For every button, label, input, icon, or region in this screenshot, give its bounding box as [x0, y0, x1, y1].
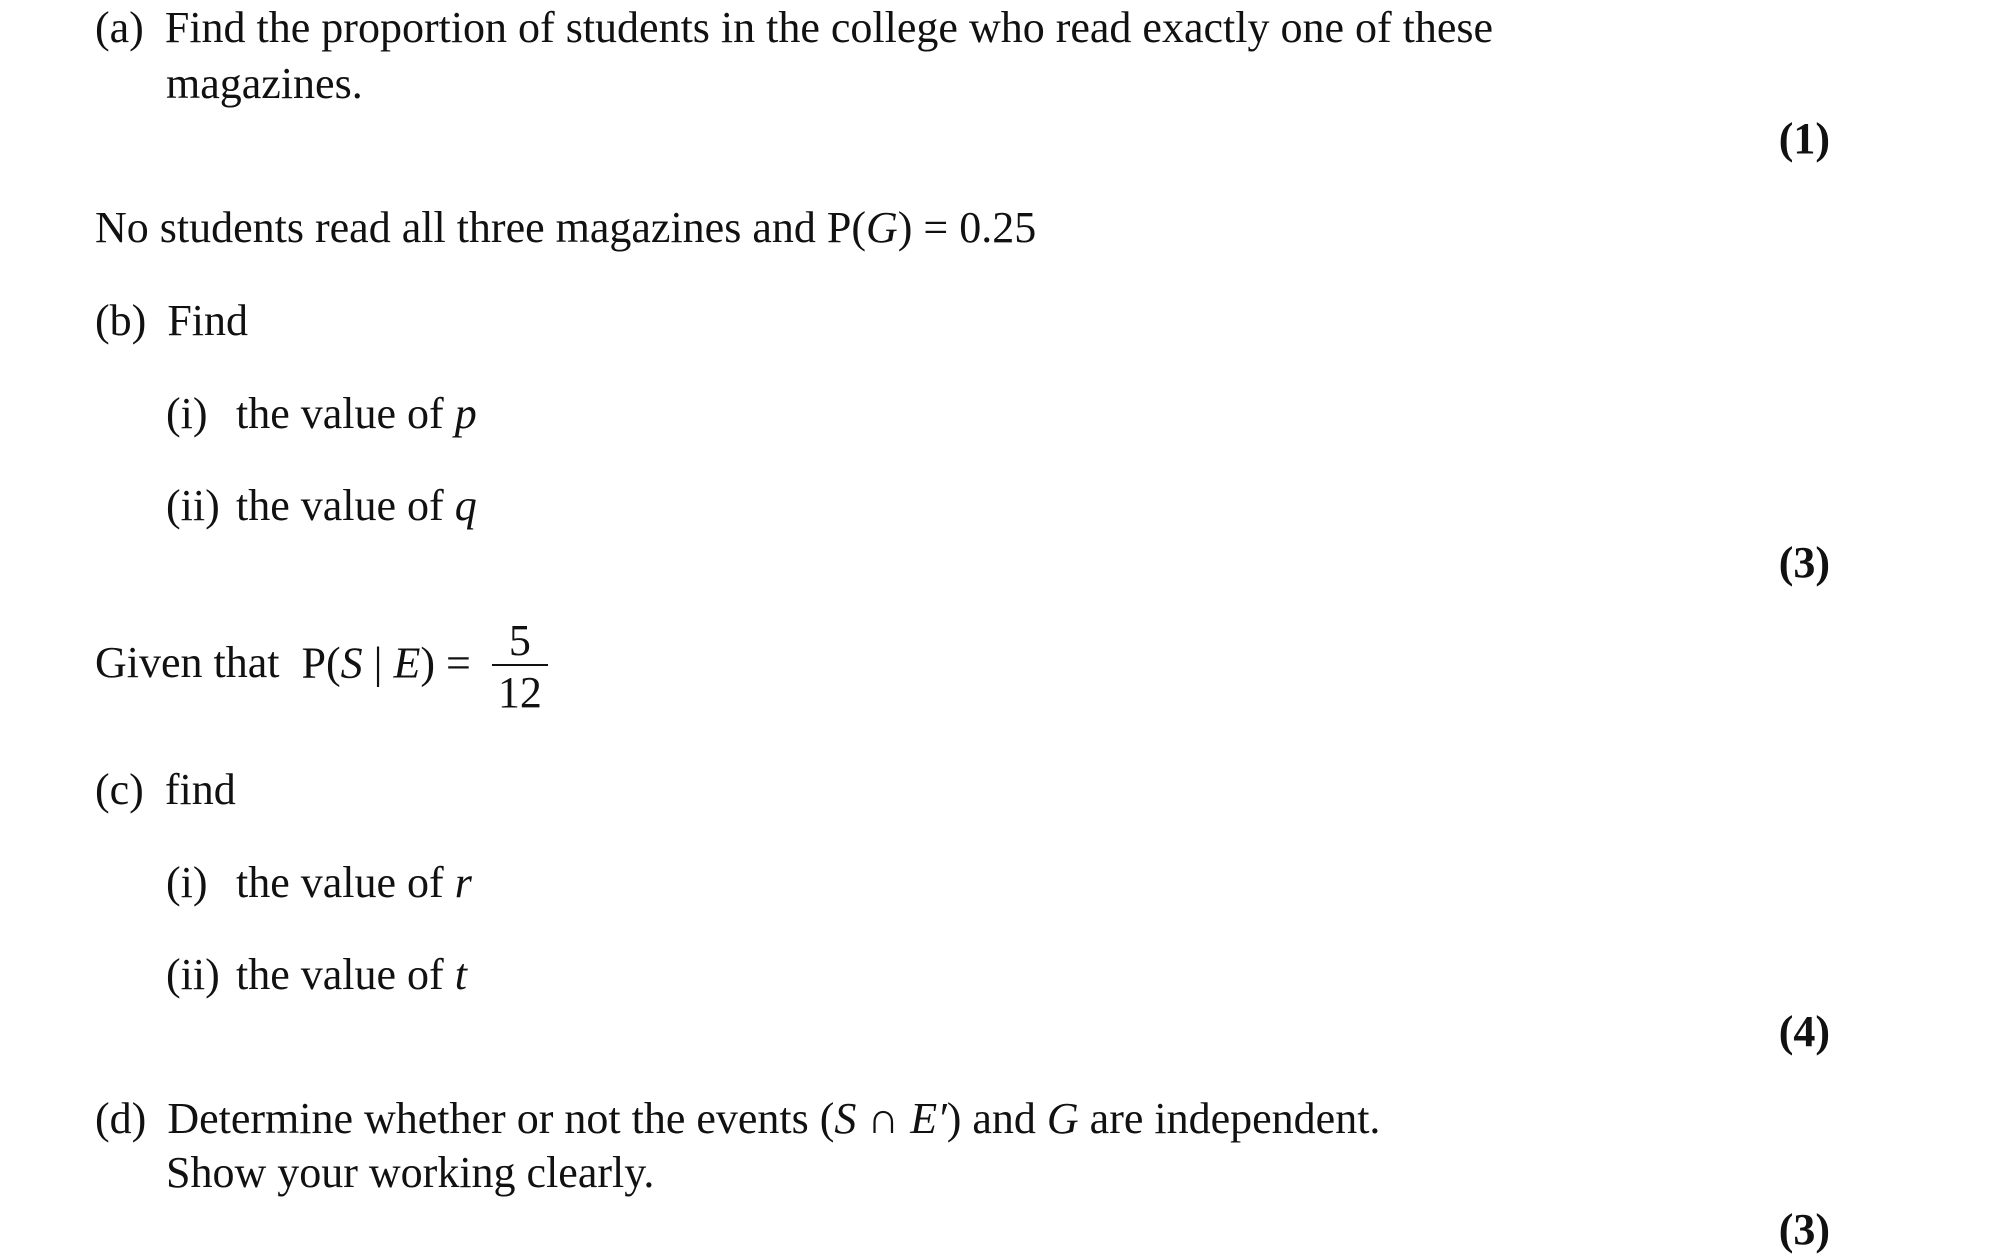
part-c-item-text: the value of: [236, 858, 444, 907]
part-a-line2: magazines.: [166, 59, 363, 108]
part-d-line2: Show your working clearly.: [166, 1148, 655, 1197]
part-a-label: (a): [95, 3, 144, 52]
part-b-item-label: (i): [166, 389, 208, 438]
given-statement-c: [95, 618, 548, 716]
part-c-item-var: t: [454, 950, 467, 999]
part-b-item-text: the value of: [236, 481, 444, 530]
given-c-bar: |: [362, 638, 394, 688]
part-c-marks: (4): [1778, 1007, 1830, 1056]
part-c-item-var: r: [454, 858, 472, 907]
part-b-label: (b): [95, 296, 147, 345]
given-b-text-before: No students read all three magazines and P(: [95, 203, 866, 252]
part-d-line1: [167, 1094, 1380, 1143]
part-d-var-s: S: [834, 1094, 857, 1143]
part-c-text: find: [164, 765, 236, 814]
part-c-item-label: (ii): [166, 950, 220, 999]
given-b-text-after: ) = 0.25: [897, 203, 1037, 252]
part-b-item-label: (ii): [166, 481, 220, 530]
part-c-item-label: (i): [166, 858, 208, 907]
part-d-cap: ∩: [856, 1094, 911, 1143]
fraction-denominator: 12: [492, 664, 548, 716]
given-statement-b: [95, 202, 1036, 255]
given-c-var-e: E: [393, 638, 421, 688]
given-c-text: Given that: [95, 638, 280, 688]
part-b-item: [166, 480, 477, 533]
part-d-label: (d): [95, 1094, 147, 1143]
fraction-numerator: 5: [508, 616, 531, 665]
part-b-item-var: p: [454, 389, 477, 438]
part-b-item: [166, 388, 477, 441]
part-d-line1-after: are independent.: [1078, 1094, 1381, 1143]
given-c-p-close: ) =: [420, 638, 471, 688]
part-d-line1-before: Determine whether or not the events (: [167, 1094, 835, 1143]
part-b-item-var: q: [454, 481, 477, 530]
part-d-marks: (3): [1778, 1205, 1830, 1254]
part-c-question: [95, 764, 236, 817]
part-d-line1-mid: ) and: [946, 1094, 1047, 1143]
fraction: [492, 618, 548, 716]
part-a-marks: (1): [1778, 114, 1830, 163]
given-c-p-open: P(: [301, 638, 341, 688]
part-c-label: (c): [95, 765, 144, 814]
part-c-item-text: the value of: [236, 950, 444, 999]
part-a-question: [95, 2, 1493, 55]
part-c-item: [166, 949, 467, 1002]
part-b-item-text: the value of: [236, 389, 444, 438]
part-b-question: [95, 295, 248, 348]
part-b-marks: (3): [1778, 538, 1830, 587]
part-c-item: [166, 857, 472, 910]
part-d-var-e: E′: [910, 1094, 947, 1143]
part-b-text: Find: [167, 296, 249, 345]
given-c-var-s: S: [340, 638, 363, 688]
part-a-line1: Find the proportion of students in the college who read exactly one of these: [164, 3, 1494, 52]
part-d-question: [95, 1093, 1380, 1146]
given-b-var: G: [865, 203, 898, 252]
part-d-var-g: G: [1046, 1094, 1079, 1143]
